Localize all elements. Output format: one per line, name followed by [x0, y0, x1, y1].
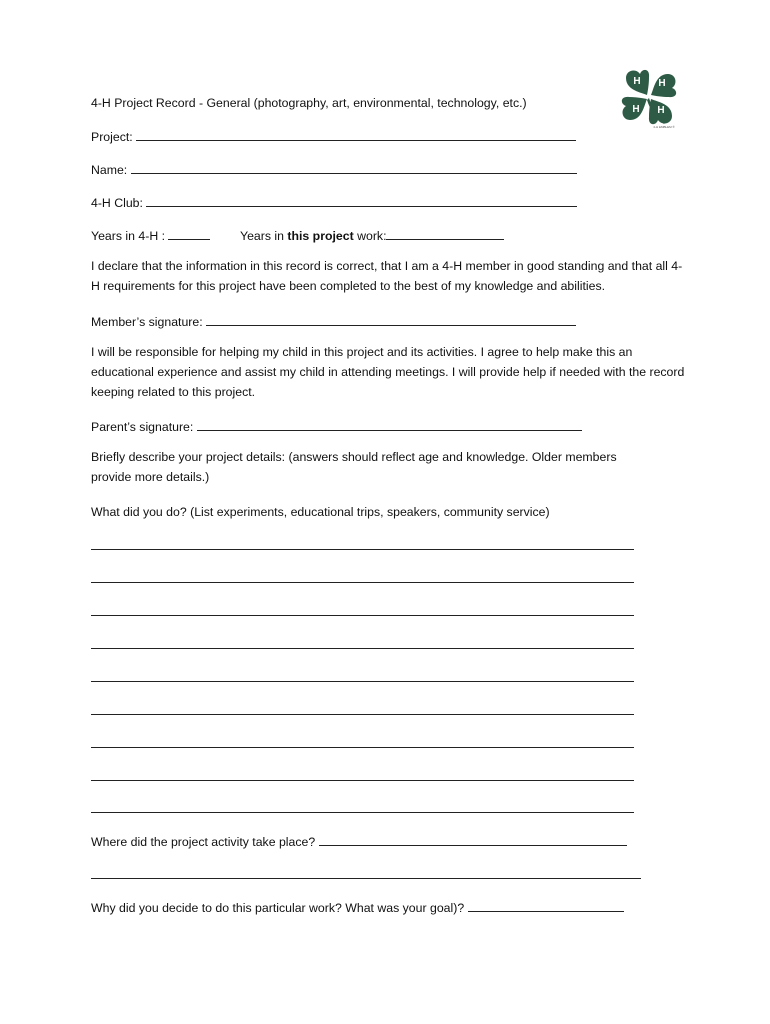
club-field[interactable]: [91, 194, 577, 211]
logo-h-top-right: H: [658, 78, 666, 89]
name-field[interactable]: [91, 161, 577, 178]
answer-line-5[interactable]: [91, 681, 634, 683]
where-label: Where did the project activity take place?: [91, 835, 316, 849]
why-label: Why did you decide to do this particular work? What was your goal)?: [91, 901, 465, 915]
parent-signature-blank[interactable]: [197, 418, 582, 431]
name-blank[interactable]: [131, 161, 577, 174]
logo-h-bottom-left: H: [632, 104, 640, 115]
answer-line-9[interactable]: [91, 812, 634, 814]
logo-h-top-left: H: [633, 76, 641, 87]
parent-signature-label: Parent’s signature:: [91, 420, 194, 434]
why-blank[interactable]: [468, 899, 624, 912]
four-h-clover-logo: [616, 64, 682, 130]
answer-line-6[interactable]: [91, 714, 634, 716]
name-label: Name:: [91, 163, 128, 177]
parent-declaration: I will be responsible for helping my child in this project and its activities. I agree to help make this an educational experience and assist my child in attending meetings. I will provide help if needed with the record keeping related to this project.: [91, 345, 685, 399]
member-signature-label: Member’s signature:: [91, 315, 203, 329]
club-label: 4-H Club:: [91, 196, 143, 210]
project-label: Project:: [91, 130, 133, 144]
logo-small-text: 4-H EMBLEM ®: [653, 125, 675, 129]
what-did-you-do-prompt: What did you do? (List experiments, educational trips, speakers, community service): [91, 505, 550, 519]
answer-line-8[interactable]: [91, 780, 634, 782]
years-in-project-field[interactable]: Years in this project work:: [240, 227, 504, 244]
member-declaration: I declare that the information in this record is correct, that I am a 4-H member in good standing and that all 4-H requirements for this project have been completed to the best of my knowledge and abilities.: [91, 259, 683, 293]
club-blank[interactable]: [146, 194, 577, 207]
describe-prompt: Briefly describe your project details: (answers should reflect age and knowledge. Older members provide more details.): [91, 450, 617, 484]
where-answer-line[interactable]: [91, 878, 641, 880]
member-signature-field[interactable]: [91, 313, 576, 330]
where-blank[interactable]: [319, 833, 627, 846]
answer-line-1[interactable]: [91, 549, 634, 551]
parent-signature-field[interactable]: [91, 418, 582, 435]
member-signature-blank[interactable]: [206, 313, 576, 326]
logo-h-bottom-right: H: [657, 105, 665, 116]
years-in-4h-blank[interactable]: [168, 227, 210, 240]
answer-line-7[interactable]: [91, 747, 634, 749]
years-in-project-blank[interactable]: [386, 227, 504, 240]
why-field[interactable]: [91, 899, 624, 916]
answer-line-2[interactable]: [91, 582, 634, 584]
years-in-4h-label: Years in 4-H :: [91, 229, 166, 243]
answer-line-3[interactable]: [91, 615, 634, 617]
page-title: 4-H Project Record - General (photography, art, environmental, technology, etc.): [91, 96, 527, 110]
where-field[interactable]: [91, 833, 627, 850]
project-blank[interactable]: [136, 128, 576, 141]
answer-line-4[interactable]: [91, 648, 634, 650]
project-field[interactable]: [91, 128, 576, 145]
years-in-4h-field[interactable]: [91, 227, 210, 244]
